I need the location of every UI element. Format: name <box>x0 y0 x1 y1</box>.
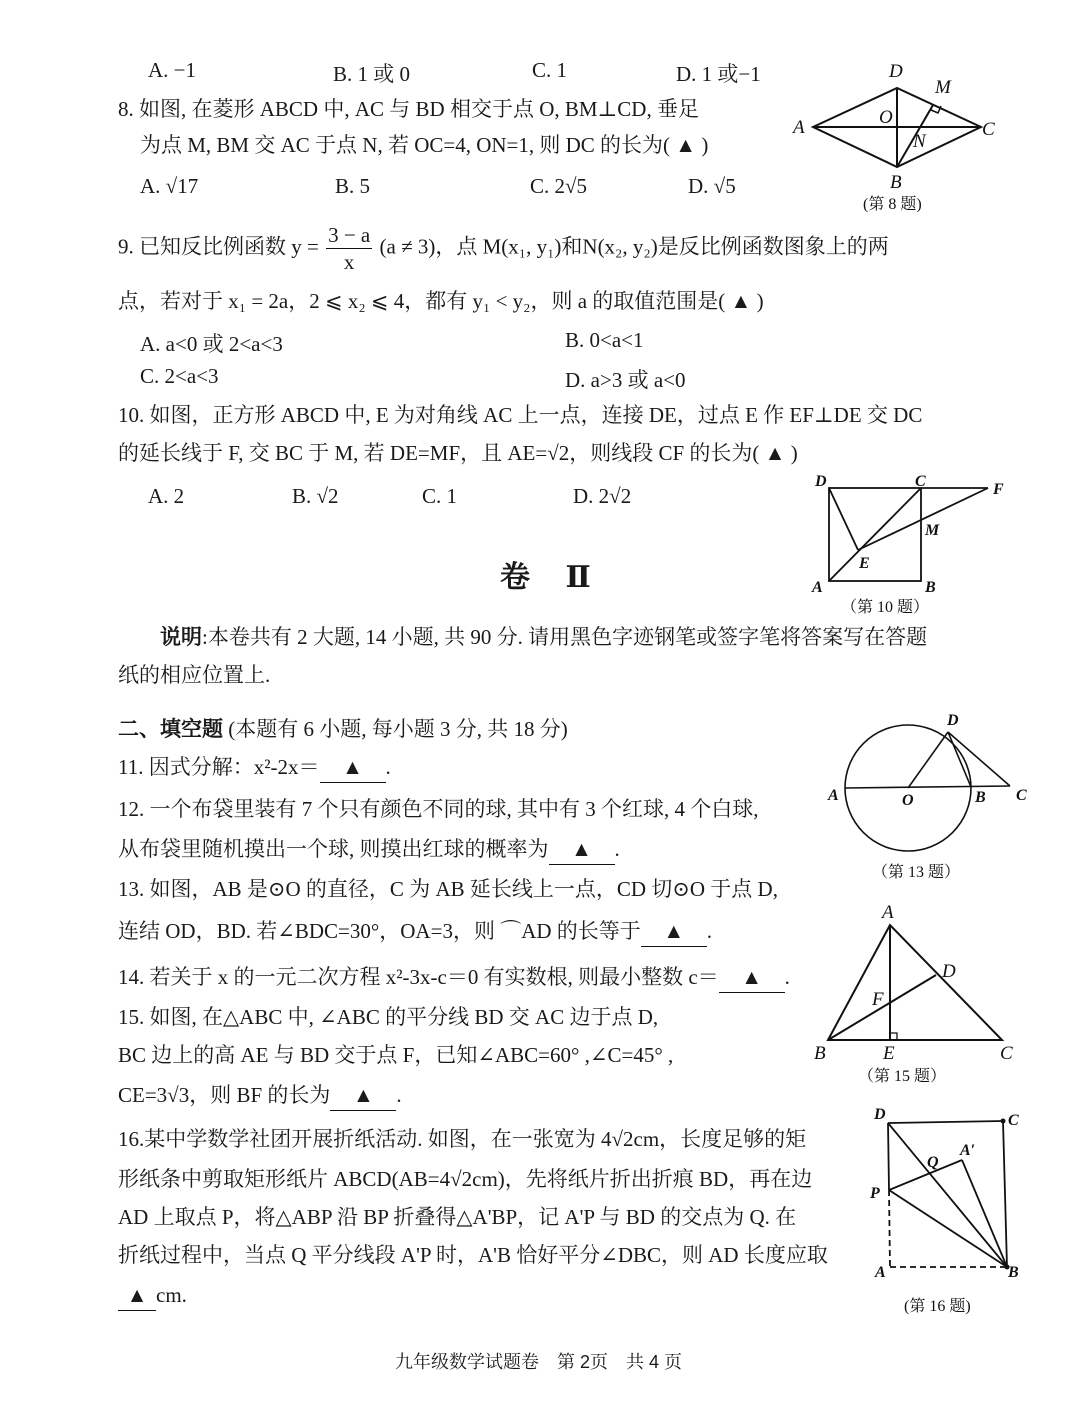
svg-text:A: A <box>793 117 805 138</box>
svg-text:B: B <box>975 789 986 806</box>
q14-end: . <box>784 965 790 989</box>
q12-answer-blank[interactable]: ▲ <box>549 834 615 865</box>
q14-stem <box>118 962 790 993</box>
q15-text: CE=3√3，则 BF 的长为 <box>118 1083 331 1107</box>
svg-text:O: O <box>902 792 914 809</box>
q15-stem-line3 <box>118 1080 402 1111</box>
q13-figure-caption: （第 13 题） <box>872 864 961 881</box>
svg-text:N: N <box>913 131 926 152</box>
q11-end: . <box>385 755 391 779</box>
q16-stem-line5 <box>118 1280 187 1311</box>
q16-end: cm. <box>156 1283 187 1307</box>
q7-option-c: C. 1 <box>532 58 568 82</box>
q9-option-a: A. a<0 或 2<a<3 <box>140 332 283 356</box>
q15-figure-caption: （第 15 题） <box>858 1068 947 1085</box>
q16-stem-line1: 16.某中学数学社团开展折纸活动. 如图，在一张宽为 4√2cm，长度足够的矩 <box>118 1127 807 1151</box>
q7-option-a: A. −1 <box>148 58 197 82</box>
svg-text:M: M <box>925 522 940 539</box>
svg-text:D: D <box>815 473 827 490</box>
svg-text:C: C <box>1008 1112 1019 1129</box>
q16-stem-line4: 折纸过程中，当点 Q 平分线段 A'P 时，A'B 恰好平分∠DBC，则 AD 长度应取 <box>118 1243 828 1267</box>
svg-text:A′: A′ <box>960 1142 976 1159</box>
q9-line1-rest: (a ≠ 3)，点 M(x₁, y₁)和N(x₂, y₂)是反比例函数图象上的两 <box>379 234 889 259</box>
q11-stem <box>118 752 391 783</box>
svg-text:C: C <box>1000 1043 1013 1064</box>
svg-text:D: D <box>874 1106 886 1123</box>
q8-option-c: C. 2√5 <box>530 174 588 198</box>
svg-text:C: C <box>982 119 995 140</box>
q15-end: . <box>396 1083 402 1107</box>
svg-text:M: M <box>935 77 951 98</box>
svg-text:B: B <box>1008 1264 1019 1281</box>
section-2-title: 卷 Ⅱ <box>500 561 605 594</box>
q9-stem-line1 <box>118 222 889 275</box>
q8-stem-line1: 8. 如图, 在菱形 ABCD 中, AC 与 BD 相交于点 O, BM⊥CD, 垂足 <box>118 97 699 121</box>
q12-text: 从布袋里随机摸出一个球, 则摸出红球的概率为 <box>118 837 549 861</box>
q16-stem-line2: 形纸条中剪取矩形纸片 ABCD(AB=4√2cm)，先将纸片折出折痕 BD，再在边 <box>118 1167 813 1191</box>
part-2-heading-rest: (本题有 6 小题, 每小题 3 分, 共 18 分) <box>228 717 568 741</box>
svg-text:E: E <box>859 555 870 572</box>
q10-stem-line2: 的延长线于 F, 交 BC 于 M, 若 DE=MF，且 AE=√2，则线段 CF 的长为( ▲ ) <box>118 441 798 465</box>
q14-text: 14. 若关于 x 的一元二次方程 x²-3x-c＝0 有实数根, 则最小整数 c＝ <box>118 965 719 989</box>
page-footer: 九年级数学试题卷 第 2页 共 4 页 <box>395 1352 683 1372</box>
q12-stem-line1: 12. 一个布袋里装有 7 个只有颜色不同的球, 其中有 3 个红球, 4 个白球, <box>118 797 759 821</box>
svg-text:D: D <box>947 712 959 729</box>
note-text: :本卷共有 2 大题, 14 小题, 共 90 分. 请用黑色字迹钢笔或签字笔将答案写在答题 <box>202 625 928 649</box>
q13-circle-figure <box>820 705 1060 890</box>
q13-text: 连结 OD，BD. 若∠BDC=30°，OA=3，则 ⌒AD 的长等于 <box>118 919 641 943</box>
q13-stem-line1: 13. 如图，AB 是⊙O 的直径，C 为 AB 延长线上一点，CD 切⊙O 于点 D, <box>118 877 778 901</box>
q9-option-b: B. 0<a<1 <box>565 328 644 352</box>
q16-fold-figure <box>850 1095 1040 1325</box>
q16-answer-blank[interactable]: ▲ <box>118 1280 156 1311</box>
q11-answer-blank[interactable]: ▲ <box>320 752 386 783</box>
part-2-heading <box>118 714 568 744</box>
svg-text:F: F <box>993 481 1004 498</box>
svg-text:P: P <box>870 1185 880 1202</box>
q9-frac-numerator: 3 − a <box>328 223 371 247</box>
section-2-note-line2: 纸的相应位置上. <box>118 663 271 687</box>
q9-prefix: 9. 已知反比例函数 y = <box>118 234 319 259</box>
svg-text:B: B <box>925 579 936 596</box>
q8-figure-caption: (第 8 题) <box>863 196 922 213</box>
q8-stem-line2: 为点 M, BM 交 AC 于点 N, 若 OC=4, ON=1, 则 DC 的长为( ▲ ) <box>140 133 709 157</box>
svg-text:A: A <box>812 579 823 596</box>
q15-stem-line2: BC 边上的高 AE 与 BD 交于点 F，已知∠ABC=60° ,∠C=45° , <box>118 1043 674 1067</box>
q10-square-figure <box>805 470 1025 620</box>
q16-stem-line3: AD 上取点 P，将△ABP 沿 BP 折叠得△A'BP，记 A'P 与 BD 的交点为 Q. 在 <box>118 1205 797 1229</box>
q8-option-a: A. √17 <box>140 174 199 198</box>
q9-option-c: C. 2<a<3 <box>140 364 219 388</box>
svg-text:C: C <box>915 473 926 490</box>
svg-text:A: A <box>882 902 894 923</box>
q10-option-d: D. 2√2 <box>573 484 632 508</box>
note-label: 说明 <box>160 625 202 649</box>
q9-frac-denominator: x <box>343 250 355 274</box>
svg-text:F: F <box>872 989 884 1010</box>
q9-fraction <box>326 222 372 275</box>
q10-figure-caption: （第 10 题） <box>841 599 930 616</box>
q7-option-b: B. 1 或 0 <box>333 62 411 86</box>
q13-stem-line2 <box>118 916 712 947</box>
q10-option-c: C. 1 <box>422 484 458 508</box>
q12-end: . <box>614 837 620 861</box>
svg-text:A: A <box>875 1264 886 1281</box>
svg-text:Q: Q <box>927 1154 939 1171</box>
svg-text:D: D <box>942 961 956 982</box>
q8-rhombus-figure <box>785 55 1015 215</box>
q11-text: 11. 因式分解：x²-2x＝ <box>118 755 320 779</box>
section-2-note-line1 <box>160 622 927 652</box>
q12-stem-line2 <box>118 834 620 865</box>
svg-text:B: B <box>814 1043 826 1064</box>
svg-text:O: O <box>879 107 893 128</box>
q16-figure-caption: (第 16 题) <box>904 1298 971 1315</box>
q13-answer-blank[interactable]: ▲ <box>641 916 707 947</box>
q13-end: . <box>706 919 713 943</box>
q8-option-d: D. √5 <box>688 174 736 198</box>
svg-text:D: D <box>889 61 903 82</box>
q15-stem-line1: 15. 如图, 在△ABC 中, ∠ABC 的平分线 BD 交 AC 边于点 D, <box>118 1005 659 1029</box>
q9-option-d: D. a>3 或 a<0 <box>565 368 686 392</box>
svg-text:B: B <box>890 172 902 193</box>
q10-stem-line1: 10. 如图，正方形 ABCD 中, E 为对角线 AC 上一点，连接 DE，过点 E 作 EF⊥DE 交 DC <box>118 403 923 427</box>
q10-option-b: B. √2 <box>292 484 339 508</box>
svg-text:A: A <box>828 787 839 804</box>
q10-option-a: A. 2 <box>148 484 185 508</box>
q8-option-b: B. 5 <box>335 174 371 198</box>
q15-answer-blank[interactable]: ▲ <box>330 1080 396 1111</box>
svg-text:C: C <box>1016 787 1027 804</box>
svg-text:E: E <box>883 1043 895 1064</box>
part-2-heading-bold: 二、填空题 <box>118 717 223 741</box>
q14-answer-blank[interactable]: ▲ <box>719 962 785 993</box>
q15-triangle-figure <box>810 895 1040 1090</box>
q7-option-d: D. 1 或−1 <box>676 62 761 86</box>
q9-stem-line2: 点，若对于 x₁ = 2a，2 ⩽ x₂ ⩽ 4，都有 y₁ < y₂，则 a 的取值范围是( ▲ ) <box>118 289 764 313</box>
